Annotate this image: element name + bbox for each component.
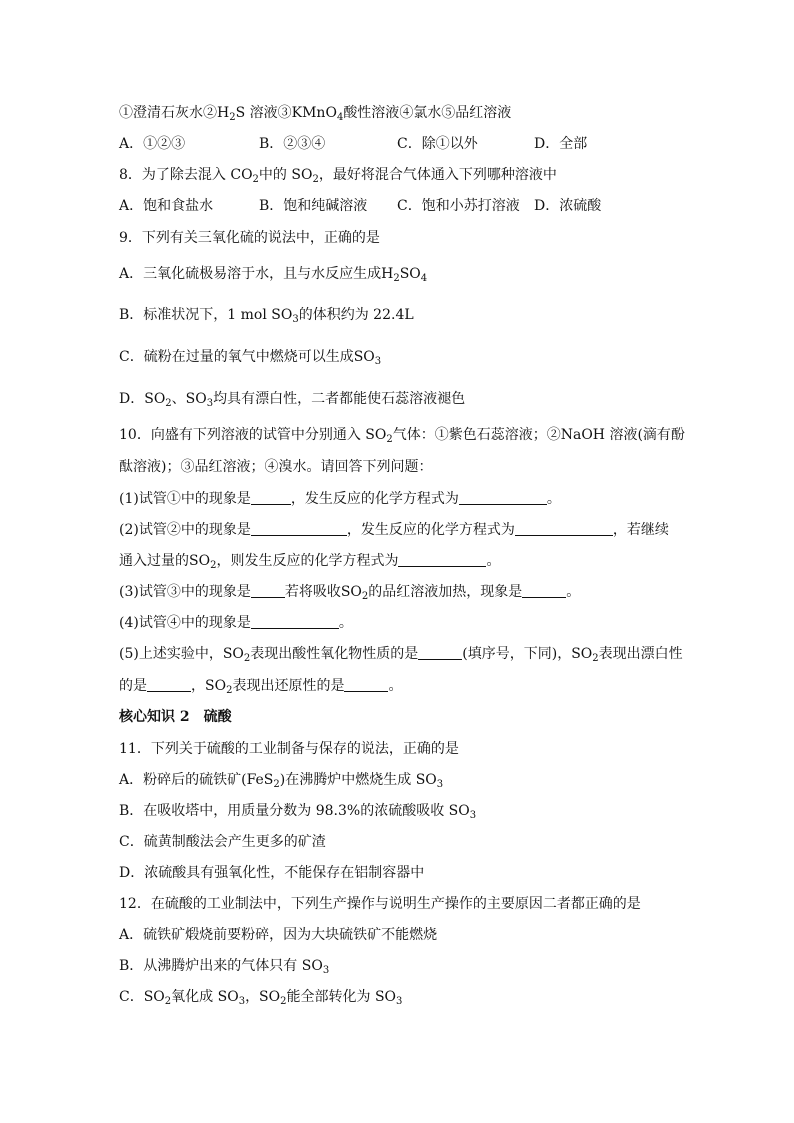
section-heading: 核心知识 2 硫酸 bbox=[119, 709, 232, 725]
reagent-list: ①澄清石灰水$②H_2S$ 溶液③KMnO$_4$酸性溶液④氯水⑤品红溶液 bbox=[119, 105, 512, 123]
q12-option-b: B．从沸腾炉出来的气体只有 $SO_3$ bbox=[119, 958, 330, 976]
q8-option-c: C．饱和小苏打溶液 bbox=[397, 198, 520, 214]
q9-option-c: C．硫粉在过量的氧气中燃烧可以生成$SO_3$ bbox=[119, 349, 382, 367]
q11-option-a: A．粉碎后的硫铁矿(FeS$_2$)在沸腾炉中燃烧生成 $SO_3$ bbox=[119, 772, 444, 790]
q10-part-2: (2)试管②中的现象是 ，发生反应的化学方程式为 ，若继续 bbox=[119, 522, 669, 538]
q7-option-d: D．全部 bbox=[534, 136, 588, 152]
q10-part-2-cont: 通入过量的$SO_2$，则发生反应的化学方程式为 。 bbox=[119, 553, 501, 571]
q12-question: 12．在硫酸的工业制法中，下列生产操作与说明生产操作的主要原因二者都正确的是 bbox=[119, 896, 641, 912]
q7-option-c: C．除①以外 bbox=[397, 136, 478, 152]
q9-option-a: A．三氧化硫极易溶于水，且与水反应生成$H_2SO_4$ bbox=[119, 266, 428, 284]
q9-option-d: D．$SO_2$、$SO_3$均具有漂白性，二者都能使石蕊溶液褪色 bbox=[119, 391, 466, 409]
q10-part-3: (3)试管③中的现象是 若将吸收$SO_2$的品红溶液加热，现象是 。 bbox=[119, 584, 581, 602]
q8-option-b: B．饱和纯碱溶液 bbox=[259, 198, 368, 214]
q12-option-a: A．硫铁矿煅烧前要粉碎，因为大块硫铁矿不能燃烧 bbox=[119, 927, 438, 943]
q8-option-a: A．饱和食盐水 bbox=[119, 198, 214, 214]
q12-option-c: C．$SO_2$氧化成 $SO_3$，$SO_2$能全部转化为 $SO_3$ bbox=[119, 989, 403, 1007]
q10-part-5: (5)上述实验中，$SO_2$表现出酸性氧化物性质的是 (填序号，下同)，$SO_2$表现出漂白性 bbox=[119, 646, 683, 664]
q11-question: 11．下列关于硫酸的工业制备与保存的说法，正确的是 bbox=[119, 741, 459, 757]
q10-part-4: (4)试管④中的现象是 。 bbox=[119, 615, 353, 631]
q11-option-b: B．在吸收塔中，用质量分数为 98.3%的浓硫酸吸收 $SO_3$ bbox=[119, 803, 477, 821]
q10-question-line1: 10．向盛有下列溶液的试管中分别通入 $SO_2$气体：①紫色石蕊溶液；②NaOH 溶液(滴有酚 bbox=[119, 427, 685, 445]
q11-option-c: C．硫黄制酸法会产生更多的矿渣 bbox=[119, 834, 326, 850]
q10-question-line2: 酞溶液)；③品红溶液；④溴水。请回答下列问题： bbox=[119, 459, 433, 475]
q7-option-a: A．①②③ bbox=[119, 136, 186, 152]
q11-option-d: D．浓硫酸具有强氧化性，不能保存在铝制容器中 bbox=[119, 865, 425, 881]
q10-part-1: (1)试管①中的现象是 ，发生反应的化学方程式为 。 bbox=[119, 491, 561, 507]
q9-question: 9．下列有关三氧化硫的说法中，正确的是 bbox=[119, 230, 380, 246]
q7-option-b: B．②③④ bbox=[259, 136, 326, 152]
q8-option-d: D．浓硫酸 bbox=[534, 198, 602, 214]
q10-part-5-cont: 的是 ，$SO_2$表现出还原性的是 。 bbox=[119, 678, 403, 696]
q9-option-b: B．标准状况下，1 mol $SO_3$的体积约为 22.4L bbox=[119, 307, 414, 325]
q8-question: 8．为了除去混入 $CO_2$中的 $SO_2$，最好将混合气体通入下列哪种溶液中 bbox=[119, 167, 557, 185]
